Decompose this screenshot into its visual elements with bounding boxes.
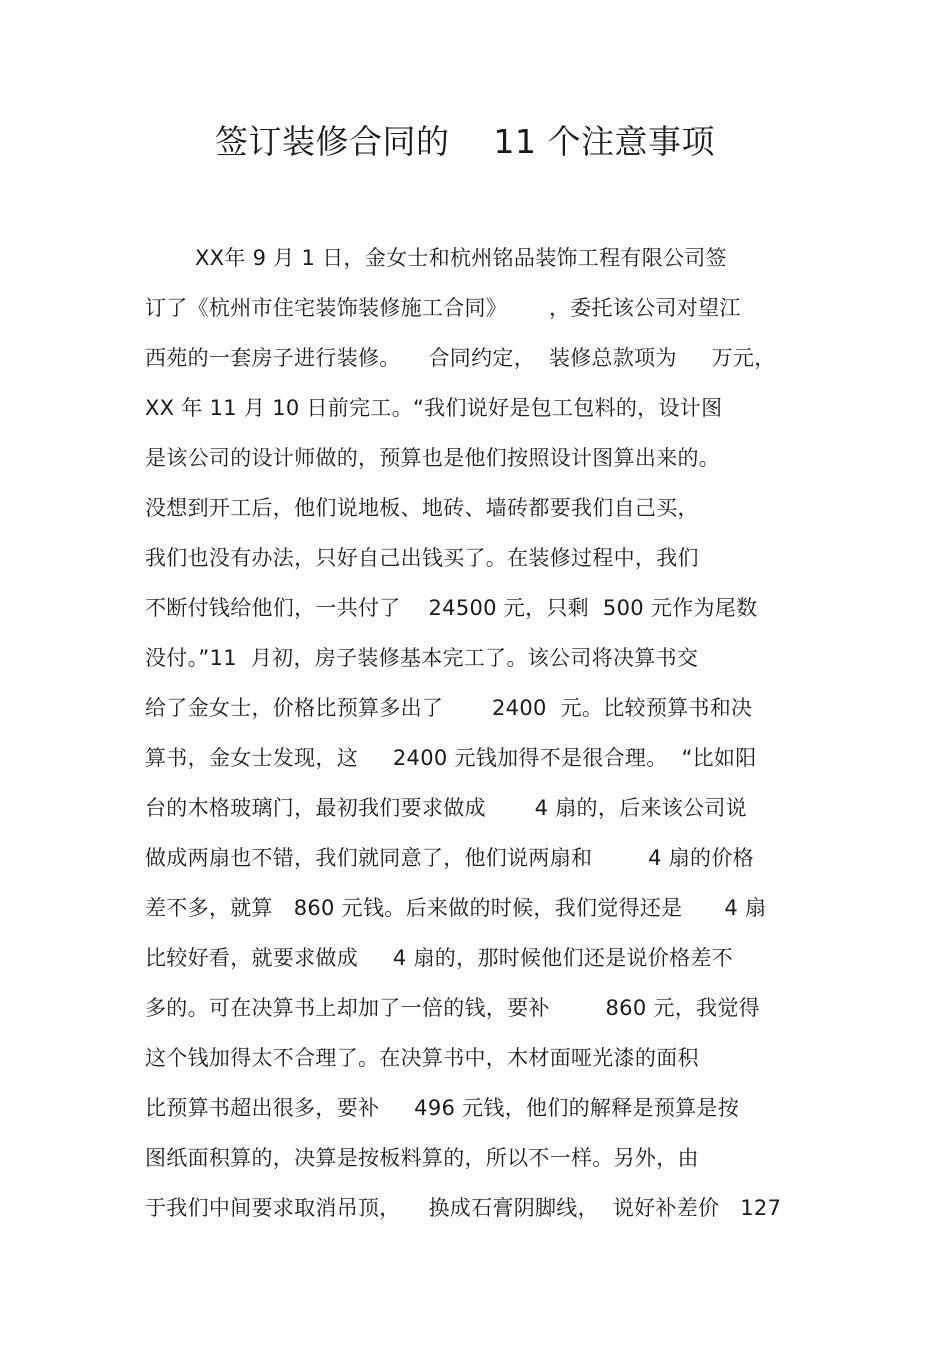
paragraph-line: 差不多，就算 860 元钱。后来做的时候，我们觉得还是 4 扇 — [145, 896, 767, 920]
paragraph-line: 我们也没有办法，只好自己出钱买了。在装修过程中，我们 — [145, 546, 699, 570]
paragraph-line: 做成两扇也不错，我们就同意了，他们说两扇和 4 扇的价格 — [145, 846, 754, 870]
paragraph-line: 没想到开工后，他们说地板、地砖、墙砖都要我们自己买， — [145, 496, 699, 520]
paragraph-line: 这个钱加得太不合理了。在决算书中，木材面哑光漆的面积 — [145, 1046, 699, 1070]
document-body — [145, 233, 845, 1233]
paragraph-line: 西苑的一套房子进行装修。 合同约定， 装修总款项为 万元， — [145, 346, 776, 370]
paragraph-line: 台的木格玻璃门，最初我们要求做成 4 扇的，后来该公司说 — [145, 796, 747, 820]
paragraph-line: 图纸面积算的，决算是按板料算的，所以不一样。另外，由 — [145, 1146, 699, 1170]
paragraph-line: 给了金女士，价格比预算多出了 2400 元。比较预算书和决 — [145, 696, 753, 720]
paragraph-line: 算书，金女士发现，这 2400 元钱加得不是很合理。 “比如阳 — [145, 746, 757, 770]
paragraph-line: XX 年 11 月 10 日前完工。“我们说好是包工包料的，设计图 — [145, 396, 723, 420]
paragraph-line: 比较好看，就要求做成 4 扇的，那时候他们还是说价格差不 — [145, 946, 734, 970]
paragraph-line: 多的。可在决算书上却加了一倍的钱，要补 860 元，我觉得 — [145, 996, 760, 1020]
document-title: 签订装修合同的 11 个注意事项 — [215, 122, 715, 161]
paragraph-line: 于我们中间要求取消吊顶， 换成石膏阴脚线， 说好补差价 127 — [145, 1196, 782, 1220]
paragraph-line: 是该公司的设计师做的，预算也是他们按照设计图算出来的。 — [145, 446, 721, 470]
paragraph-line: 没付。”11 月初，房子装修基本完工了。该公司将决算书交 — [145, 646, 699, 670]
paragraph-line: 比预算书超出很多，要补 496 元钱，他们的解释是预算是按 — [145, 1096, 740, 1120]
paragraph-line: XX年 9 月 1 日，金女士和杭州铭品装饰工程有限公司签 — [195, 246, 727, 270]
paragraph-line: 不断付钱给他们，一共付了 24500 元，只剩 500 元作为尾数 — [145, 596, 758, 620]
paragraph-line: 订了《杭州市住宅装饰装修施工合同》 ，委托该公司对望江 — [145, 296, 741, 320]
